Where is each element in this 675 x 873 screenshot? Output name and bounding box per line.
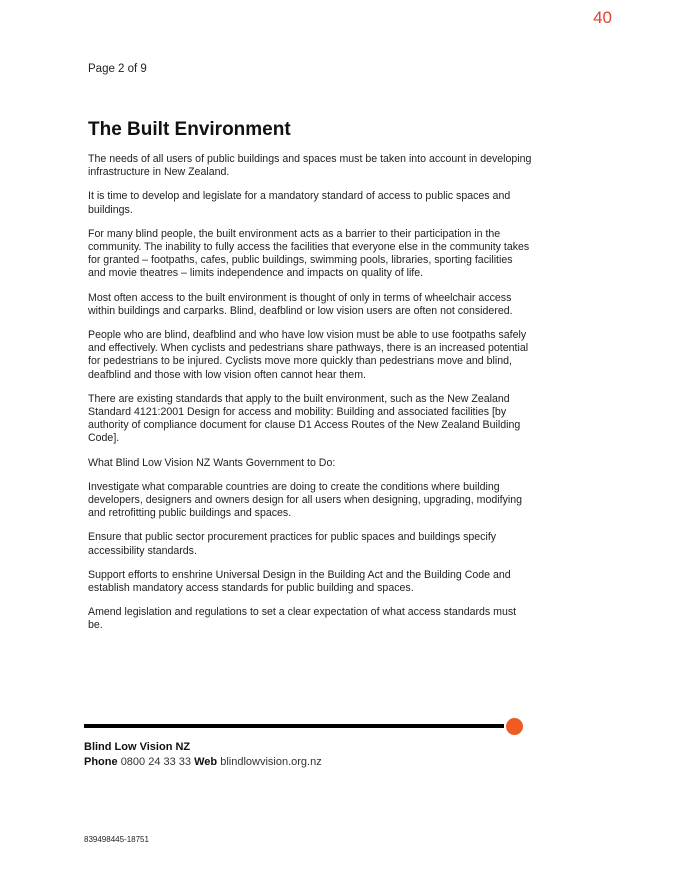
accent-dot-icon bbox=[506, 718, 523, 735]
section-heading: What Blind Low Vision NZ Wants Government to Do: bbox=[88, 456, 336, 469]
page-number: 40 bbox=[593, 8, 612, 27]
document-id: 839498445-18751 bbox=[84, 835, 149, 844]
page-title: The Built Environment bbox=[88, 119, 291, 140]
paragraph: It is time to develop and legislate for a mandatory standard of access to public spaces and buildings. bbox=[88, 190, 511, 216]
phone-number: 0800 24 33 33 bbox=[120, 756, 192, 768]
body-text bbox=[88, 153, 533, 644]
footer-divider bbox=[84, 724, 504, 728]
paragraph: There are existing standards that apply to the built environment, such as the New Zealand Standard 4121:2001 Design for access and mobility: Building and associated facilities [by authority of compliance document for clause D1 Access Routes of the New Zealand Building Code]. bbox=[88, 392, 521, 445]
page-indicator: Page 2 of 9 bbox=[88, 63, 147, 75]
paragraph: Ensure that public sector procurement practices for public spaces and buildings specify accessibility standards. bbox=[88, 531, 497, 557]
paragraph: Most often access to the built environment is thought of only in terms of wheelchair access within buildings and carparks. Blind, deafblind or low vision users are often not considered. bbox=[88, 291, 513, 317]
web-address: blindlowvision.org.nz bbox=[220, 756, 322, 768]
web-label: Web bbox=[194, 756, 218, 768]
paragraph: The needs of all users of public buildings and spaces must be taken into account in developing infrastructure in New Zealand. bbox=[88, 153, 532, 179]
paragraph: Support efforts to enshrine Universal Design in the Building Act and the Building Code and establish mandatory access standards for public building and spaces. bbox=[88, 568, 511, 595]
paragraph: Investigate what comparable countries are doing to create the conditions where building developers, designers and owners design for all users when designing, upgrading, modifying and retrofitting public buildings and spaces. bbox=[88, 480, 523, 520]
footer-contact bbox=[84, 756, 322, 768]
paragraph: Amend legislation and regulations to set a clear expectation of what access standards must be. bbox=[88, 606, 517, 632]
paragraph: For many blind people, the built environment acts as a barrier to their participation in the community. The inability to fully access the facilities that everyone else in the community takes for granted – footpaths, cafes, public buildings, swimming pools, libraries, sporting facilities and movie theatres – limits independence and impacts on quality of life. bbox=[88, 227, 530, 280]
footer-org-name: Blind Low Vision NZ bbox=[84, 741, 191, 753]
phone-label: Phone bbox=[84, 756, 118, 768]
paragraph: People who are blind, deafblind and who have low vision must be able to use footpaths safely and effectively. When cyclists and pedestrians share pathways, there is an increased potential for pedestrians to be injured. Cyclists move more quickly than pedestrians move and blind, deafblind and those with low vision often cannot hear them. bbox=[88, 329, 529, 381]
